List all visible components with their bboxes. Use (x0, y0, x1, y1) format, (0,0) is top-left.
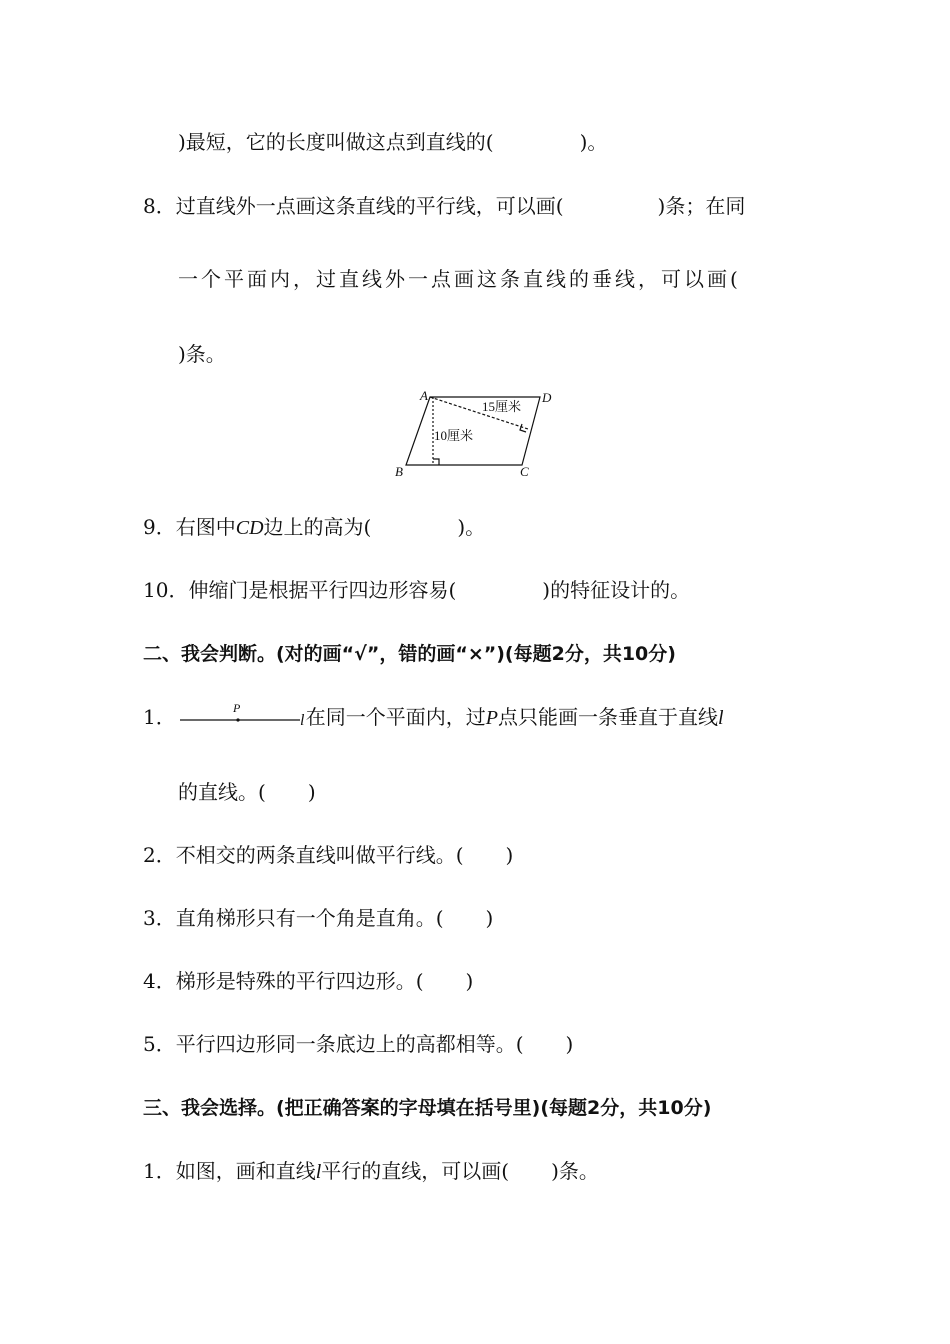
vertex-c-label: C (520, 464, 529, 479)
section2-title: 二、我会判断。(对的画“√”，错的画“×”)(每题2分，共10分) (143, 643, 676, 665)
judge5 (143, 1032, 573, 1056)
q8-text-d: )条。 (178, 342, 226, 366)
judge5-text: 平行四边形同一条底边上的高都相等。( (175, 1032, 524, 1056)
length-15-label: 15厘米 (482, 399, 522, 414)
judge3-end: ) (485, 906, 494, 930)
parallelogram-figure (388, 384, 568, 484)
judge2-text: 不相交的两条直线叫做平行线。( (175, 843, 464, 867)
choice1-number: 1． (143, 1159, 176, 1183)
q8-text-c: 一个平面内，过直线外一点画这条直线的垂线，可以画( (178, 267, 741, 291)
judge2-number: 2． (143, 843, 176, 867)
line-l-label: l (299, 711, 305, 728)
judge4-number: 4． (143, 969, 176, 993)
q7-text: )最短，它的长度叫做这点到直线的( (178, 130, 494, 154)
judge3-number: 3． (143, 906, 176, 930)
q10-text-b: )的特征设计的。 (542, 578, 691, 602)
vertex-d-label: D (542, 390, 552, 405)
judge1-text-c: 的直线。( (178, 780, 266, 804)
q10 (143, 578, 690, 602)
judge2-end: ) (505, 843, 514, 867)
choice1-text-b: 平行的直线，可以画( (321, 1159, 510, 1183)
q8-line1 (143, 194, 745, 218)
right-angle-mark-bc (433, 459, 439, 465)
choice1-text-a: 如图，画和直线 (175, 1159, 316, 1183)
judge1-text-b: 点只能画一条垂直于直线 (497, 705, 718, 729)
judge5-number: 5． (143, 1032, 176, 1056)
choice1-text-c: )条。 (551, 1159, 599, 1183)
point-p (236, 718, 239, 721)
vertex-b-label: B (395, 464, 403, 479)
q8-line3 (178, 342, 226, 366)
q10-number: 10． (143, 578, 189, 602)
choice1-l: l (315, 1161, 322, 1183)
judge1-line1 (143, 701, 724, 732)
q8-text-b: )条；在同 (657, 194, 746, 218)
choice1 (143, 1159, 599, 1184)
judge1-text-d: ) (307, 780, 316, 804)
judge4-text: 梯形是特殊的平行四边形。( (175, 969, 424, 993)
judge1-l: l (717, 707, 724, 729)
judge3 (143, 906, 493, 930)
point-p-label: P (232, 701, 241, 715)
judge3-text: 直角梯形只有一个角是直角。( (175, 906, 444, 930)
line-l-with-point-p (176, 702, 306, 728)
judge1-text-a: 在同一个平面内，过 (305, 705, 486, 729)
q8-number: 8． (143, 194, 176, 218)
q9-cd: CD (235, 517, 264, 539)
judge1-p: P (485, 707, 498, 729)
q10-text-a: 伸缩门是根据平行四边形容易( (188, 578, 457, 602)
q9-text-a: 右图中 (175, 515, 236, 539)
q9-number: 9． (143, 515, 176, 539)
judge1-line2 (178, 780, 316, 804)
q8-text-a: 过直线外一点画这条直线的平行线，可以画( (175, 194, 564, 218)
q9-text-b: 边上的高为( (263, 515, 372, 539)
judge4 (143, 969, 473, 993)
q7-continuation (178, 130, 607, 154)
length-10-label: 10厘米 (434, 428, 474, 443)
vertex-a-label: A (420, 388, 428, 403)
judge5-end: ) (565, 1032, 574, 1056)
q7-end: )。 (579, 130, 608, 154)
q9 (143, 515, 485, 540)
judge2 (143, 843, 513, 867)
judge1-number: 1． (143, 705, 176, 729)
judge4-end: ) (465, 969, 474, 993)
section3-title: 三、我会选择。(把正确答案的字母填在括号里)(每题2分，共10分) (143, 1097, 712, 1119)
q9-text-c: )。 (457, 515, 486, 539)
q8-line2 (178, 267, 741, 291)
